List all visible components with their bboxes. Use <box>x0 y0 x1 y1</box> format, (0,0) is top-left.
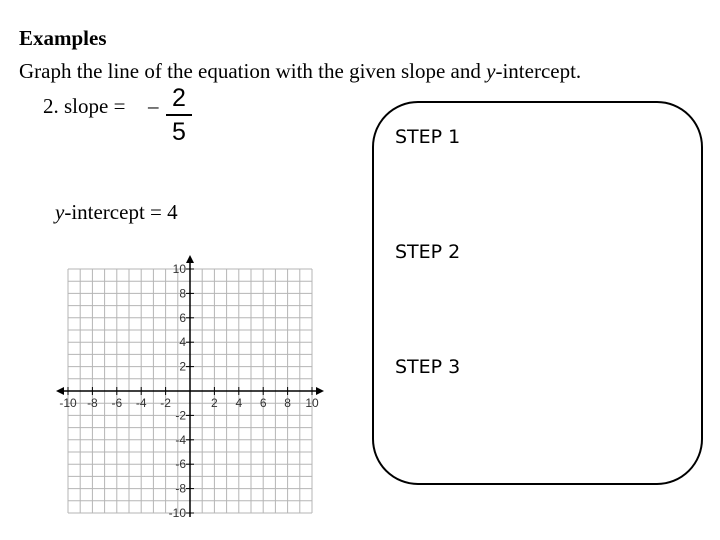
y-tick-label: 2 <box>179 359 186 374</box>
x-tick-label: -6 <box>111 396 123 410</box>
step-3-label: STEP 3 <box>395 356 461 378</box>
x-tick-label: -4 <box>135 396 147 410</box>
y-tick-label: -4 <box>175 432 186 447</box>
fraction-bar <box>166 114 192 116</box>
intercept-text: -intercept = 4 <box>64 200 178 224</box>
x-axis-left-arrow-icon <box>56 387 64 395</box>
instruction-text <box>19 59 581 84</box>
slope-denominator: 5 <box>172 117 186 146</box>
y-axis-top-arrow-icon <box>186 255 194 263</box>
y-tick-label: 4 <box>179 335 186 350</box>
y-tick-label: -6 <box>175 457 186 472</box>
slope-negative-sign: – <box>148 94 159 118</box>
x-tick-label: -2 <box>160 396 171 410</box>
coordinate-grid[interactable] <box>50 245 330 517</box>
instruction-suffix: -intercept. <box>495 59 582 83</box>
x-tick-label: -8 <box>87 396 98 410</box>
steps-box <box>372 101 703 485</box>
x-tick-label: 8 <box>284 396 291 410</box>
x-tick-label: 2 <box>211 396 218 410</box>
intercept-variable: y <box>55 200 65 224</box>
instruction-prefix: Graph the line of the equation with the given slope and <box>19 59 487 83</box>
x-axis-right-arrow-icon <box>316 387 324 395</box>
x-tick-label: 10 <box>305 396 319 410</box>
y-tick-label: -10 <box>168 506 186 517</box>
y-tick-label: 6 <box>179 310 186 325</box>
y-tick-label: 8 <box>179 286 186 301</box>
y-tick-label: -8 <box>175 481 186 496</box>
step-1-label: STEP 1 <box>395 126 461 148</box>
examples-heading: Examples <box>19 26 107 50</box>
step-2-label: STEP 2 <box>395 241 461 263</box>
x-tick-label: 4 <box>235 396 243 410</box>
slope-fraction <box>166 84 192 146</box>
instruction-variable: y <box>486 59 496 83</box>
slope-numerator: 2 <box>172 84 186 112</box>
y-tick-label: -2 <box>175 408 186 423</box>
y-intercept-label <box>55 200 178 225</box>
x-tick-label: -10 <box>59 396 77 410</box>
x-tick-label: 6 <box>259 396 267 410</box>
y-tick-label: 10 <box>172 262 186 276</box>
slope-label: 2. slope = <box>43 94 126 118</box>
